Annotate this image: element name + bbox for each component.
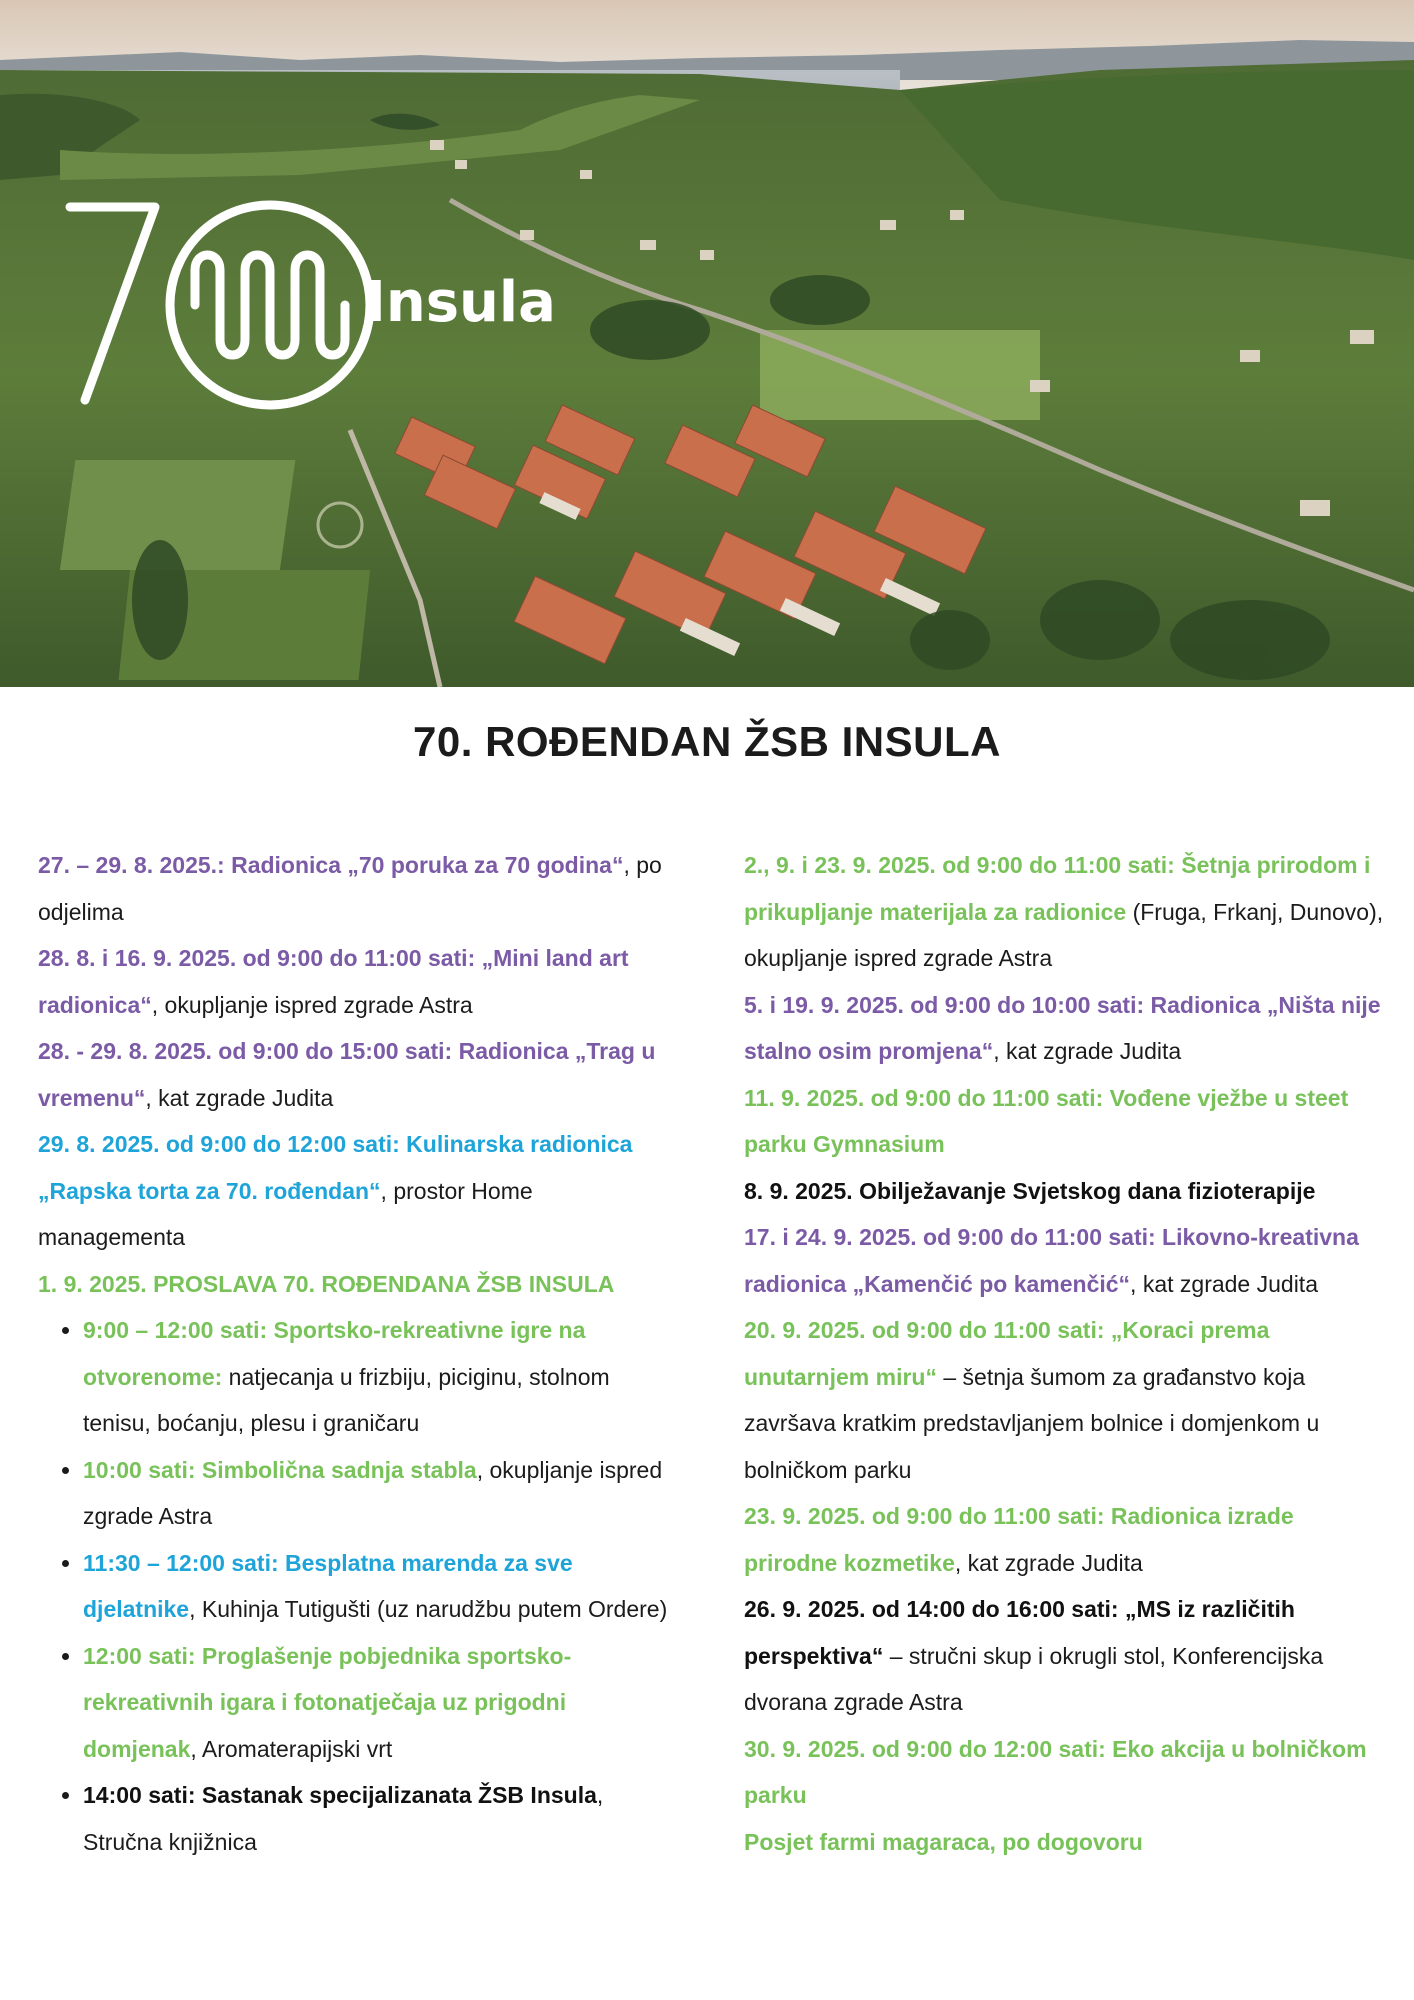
program-title: 11:30 – 12:00 sati: Besplatna marenda za sve djelatnike xyxy=(83,1549,573,1622)
program-item xyxy=(83,1772,678,1865)
event-title: 5. i 19. 9. 2025. od 9:00 do 10:00 sati: Radionica „Ništa nije stalno osim promjena“ xyxy=(744,991,1381,1064)
event-detail: (Fruga, Frkanj, Dunovo), okupljanje ispred zgrade Astra xyxy=(744,898,1384,971)
event-detail: , kat zgrade Judita xyxy=(1130,1270,1318,1297)
event-title: 27. – 29. 8. 2025.: Radionica „70 poruka za 70 godina“ xyxy=(38,852,624,878)
event-entry xyxy=(38,842,678,935)
event-title: 8. 9. 2025. Obilježavanje Svjetskog dana fizioterapije xyxy=(744,1177,1316,1204)
event-entry xyxy=(38,935,678,1028)
insula-70-logo xyxy=(60,195,580,425)
program-detail: , Kuhinja Tutigušti (uz narudžbu putem Ordere) xyxy=(189,1596,668,1622)
event-title: 28. 8. i 16. 9. 2025. od 9:00 do 11:00 sati: „Mini land art radionica“ xyxy=(38,945,629,1018)
event-title: 23. 9. 2025. od 9:00 do 11:00 sati: Radionica izrade prirodne kozmetike xyxy=(744,1503,1294,1576)
event-detail: – stručni skup i okrugli stol, Konferencijska dvorana zgrade Astra xyxy=(744,1642,1324,1715)
event-detail: , okupljanje ispred zgrade Astra xyxy=(151,991,473,1018)
event-title: Posjet farmi magaraca, po dogovoru xyxy=(744,1828,1143,1855)
event-entry xyxy=(744,1726,1384,1819)
program-title: 9:00 – 12:00 sati: Sportsko-rekreativne igre na otvorenome: xyxy=(83,1317,586,1390)
event-entry xyxy=(744,1168,1384,1215)
event-detail: , po odjelima xyxy=(38,852,662,925)
program-item xyxy=(83,1447,678,1540)
event-title: 2., 9. i 23. 9. 2025. od 9:00 do 11:00 sati: Šetnja prirodom i prikupljanje materijala za radionice xyxy=(744,852,1371,925)
event-title: 26. 9. 2025. od 14:00 do 16:00 sati: „MS iz različitih perspektiva“ xyxy=(744,1596,1295,1669)
program-item xyxy=(83,1307,678,1447)
program-title: 14:00 sati: Sastanak specijalizanata ŽSB Insula xyxy=(83,1782,597,1808)
right-column xyxy=(744,842,1384,1865)
event-entry xyxy=(744,1214,1384,1307)
program-title: 12:00 sati: Proglašenje pobjednika sportsko-rekreativnih igara i fotonatječaja uz prigodni domjenak xyxy=(83,1642,572,1762)
event-title: 30. 9. 2025. od 9:00 do 12:00 sati: Eko akcija u bolničkom parku xyxy=(744,1735,1367,1808)
event-entry xyxy=(744,842,1384,982)
hero-photo xyxy=(0,0,1414,687)
program-title: 10:00 sati: Simbolična sadnja stabla xyxy=(83,1456,477,1483)
event-title: 29. 8. 2025. od 9:00 do 12:00 sati: Kulinarska radionica „Rapska torta za 70. rođendan“ xyxy=(38,1131,633,1204)
program-item xyxy=(83,1540,678,1633)
event-title: 17. i 24. 9. 2025. od 9:00 do 11:00 sati: Likovno-kreativna radionica „Kamenčić po kamenčić“ xyxy=(744,1224,1359,1297)
event-entry xyxy=(38,1028,678,1121)
program-detail: natjecanja u frizbiju, piciginu, stolnom tenisu, boćanju, plesu i graničaru xyxy=(83,1363,610,1436)
program-detail: , Aromaterapijski vrt xyxy=(190,1735,393,1762)
logo-name: Insula xyxy=(365,270,556,335)
event-entry xyxy=(744,982,1384,1075)
event-entry xyxy=(744,1075,1384,1168)
event-title: 1. 9. 2025. PROSLAVA 70. ROĐENDANA ŽSB INSULA xyxy=(38,1270,615,1297)
event-title: 20. 9. 2025. od 9:00 do 11:00 sati: „Koraci prema unutarnjem miru“ xyxy=(744,1317,1270,1390)
event-detail: , kat zgrade Judita xyxy=(954,1549,1143,1576)
program-detail: , okupljanje ispred zgrade Astra xyxy=(83,1456,663,1529)
left-column xyxy=(38,842,678,1865)
event-title: 11. 9. 2025. od 9:00 do 11:00 sati: Vođene vježbe u steet parku Gymnasium xyxy=(744,1084,1349,1157)
event-entry xyxy=(744,1493,1384,1586)
event-entry xyxy=(744,1819,1384,1866)
event-detail: – šetnja šumom za građanstvo koja završava kratkim predstavljanjem bolnice i domjenkom u bolničkom parku xyxy=(744,1363,1320,1483)
page-title: 70. ROĐENDAN ŽSB INSULA xyxy=(413,718,1001,765)
event-title: 28. - 29. 8. 2025. od 9:00 do 15:00 sati: Radionica „Trag u vremenu“ xyxy=(38,1038,656,1111)
event-entry xyxy=(744,1586,1384,1726)
program-detail: , Stručna knjižnica xyxy=(83,1782,604,1855)
celebration-heading xyxy=(38,1261,678,1308)
event-entry xyxy=(38,1121,678,1261)
event-detail: , kat zgrade Judita xyxy=(145,1084,334,1111)
event-entry xyxy=(744,1307,1384,1493)
event-detail: , prostor Home managementa xyxy=(38,1177,533,1250)
program-item xyxy=(83,1633,678,1773)
event-detail: , kat zgrade Judita xyxy=(993,1038,1182,1064)
celebration-program-list xyxy=(38,1307,678,1865)
